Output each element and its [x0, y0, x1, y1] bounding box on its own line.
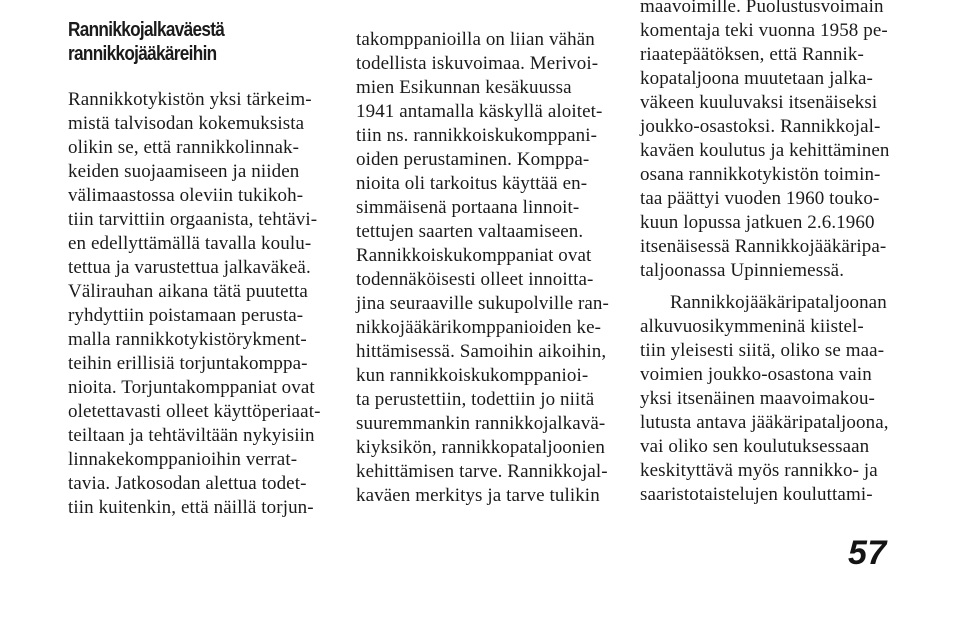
heading-line: Rannikkojalkaväestä [68, 19, 225, 41]
text-line: teihin erillisiä torjuntakomppa- [68, 353, 308, 374]
heading-line: rannikkojääkäreihin [68, 43, 217, 65]
text-line: saaristotaistelujen kouluttami- [640, 484, 873, 505]
text-line: en edellyttämällä tavalla koulu- [68, 233, 312, 254]
text-line: välimaastossa oleviin tukikoh- [68, 185, 304, 206]
text-line: mien Esikunnan kesäkuussa [356, 77, 572, 98]
text-line: tiin kuitenkin, että näillä torjun- [68, 497, 314, 518]
text-line: nioita oli tarkoitus käyttää en- [356, 173, 588, 194]
text-line: tavia. Jatkosodan alettua todet- [68, 473, 307, 494]
text-line: nioita. Torjuntakomppaniat ovat [68, 377, 315, 398]
text-line: osana rannikkotykistön toimin- [640, 164, 881, 185]
text-line: keiden suojaamiseen ja niiden [68, 161, 300, 182]
text-line: maavoimille. Puolustusvoimain [640, 0, 884, 17]
text-line: kaväen koulutus ja kehittäminen [640, 140, 890, 161]
text-line: olikin se, että rannikkolinnak- [68, 137, 300, 158]
text-line: tiin yleisesti siitä, oliko se maa- [640, 340, 885, 361]
text-line: kiyksikön, rannikkopataljoonien [356, 437, 606, 458]
text-line: voimien joukko-osastona vain [640, 364, 872, 385]
text-line: oiden perustaminen. Komppa- [356, 149, 590, 170]
text-line: vai oliko sen koulutuksessaan [640, 436, 870, 457]
text-line: alkuvuosikymmeninä kiistel- [640, 316, 864, 337]
text-line: yksi itsenäinen maavoimakou- [640, 388, 875, 409]
text-line: Rannikkotykistön yksi tärkeim- [68, 89, 312, 110]
column-1-text [68, 88, 348, 520]
text-line: 1941 antamalla käskyllä aloitet- [356, 101, 603, 122]
text-line: joukko-osastoksi. Rannikkojal- [640, 116, 881, 137]
text-line: linnakekomppanioihin verrat- [68, 449, 298, 470]
column-1 [68, 18, 348, 520]
text-line: itsenäisessä Rannikkojääkäripa- [640, 236, 887, 257]
text-line: lutusta antava jääkäripataljoona, [640, 412, 889, 433]
text-line: riaatepäätöksen, että Rannik- [640, 44, 864, 65]
text-line: nikkojääkärikomppanioiden ke- [356, 317, 602, 338]
section-heading [68, 18, 343, 66]
text-line: tettujen saarten valtaamiseen. [356, 221, 584, 242]
paragraph-gap [640, 283, 908, 291]
text-line: taa päättyi vuoden 1960 touko- [640, 188, 880, 209]
text-line: hittämisessä. Samoihin aikoihin, [356, 341, 607, 362]
text-line: keskityttävä myös rannikko- ja [640, 460, 878, 481]
text-line: teiltaan ja tehtäviltään nykyisiin [68, 425, 315, 446]
text-line: suuremmankin rannikkojalkavä- [356, 413, 606, 434]
text-line: kaväen merkitys ja tarve tulikin [356, 485, 600, 506]
text-line: Välirauhan aikana tätä puutetta [68, 281, 308, 302]
text-line: taljoonassa Upinniemessä. [640, 260, 845, 281]
text-line: todellista iskuvoimaa. Merivoi- [356, 53, 599, 74]
text-line: Rannikkojääkäripataljoonan [670, 292, 887, 313]
text-line: simmäisenä portaana linnoit- [356, 197, 580, 218]
text-line: kun rannikkoiskukomppanioi- [356, 365, 589, 386]
text-line: jina seuraaville sukupolville ran- [356, 293, 609, 314]
text-line: malla rannikkotykistörykment- [68, 329, 307, 350]
text-line: oletettavasti olleet käyttöperiaat- [68, 401, 321, 422]
text-line: väkeen kuuluvaksi itsenäiseksi [640, 92, 878, 113]
text-line: Rannikkoiskukomppaniat ovat [356, 245, 592, 266]
column-3 [640, 0, 908, 507]
text-line: kehittämisen tarve. Rannikkojal- [356, 461, 608, 482]
column-2 [356, 28, 620, 508]
text-line: ta perustettiin, todettiin jo niitä [356, 389, 595, 410]
page-number: 57 [848, 534, 887, 572]
paragraph [640, 0, 908, 283]
text-line: takomppanioilla on liian vähän [356, 29, 595, 50]
text-line: komentaja teki vuonna 1958 pe- [640, 20, 888, 41]
text-line: ryhdyttiin poistamaan perusta- [68, 305, 304, 326]
text-line: kopataljoona muutetaan jalka- [640, 68, 873, 89]
text-line: tiin tarvittiin orgaanista, tehtävi- [68, 209, 318, 230]
text-line: tettua ja varustettua jalkaväkeä. [68, 257, 311, 278]
text-line: mistä talvisodan kokemuksista [68, 113, 305, 134]
text-line: tiin ns. rannikkoiskukomppani- [356, 125, 598, 146]
text-line: todennäköisesti olleet innoitta- [356, 269, 594, 290]
text-line: kuun lopussa jatkuen 2.6.1960 [640, 212, 875, 233]
paragraph [640, 291, 908, 507]
